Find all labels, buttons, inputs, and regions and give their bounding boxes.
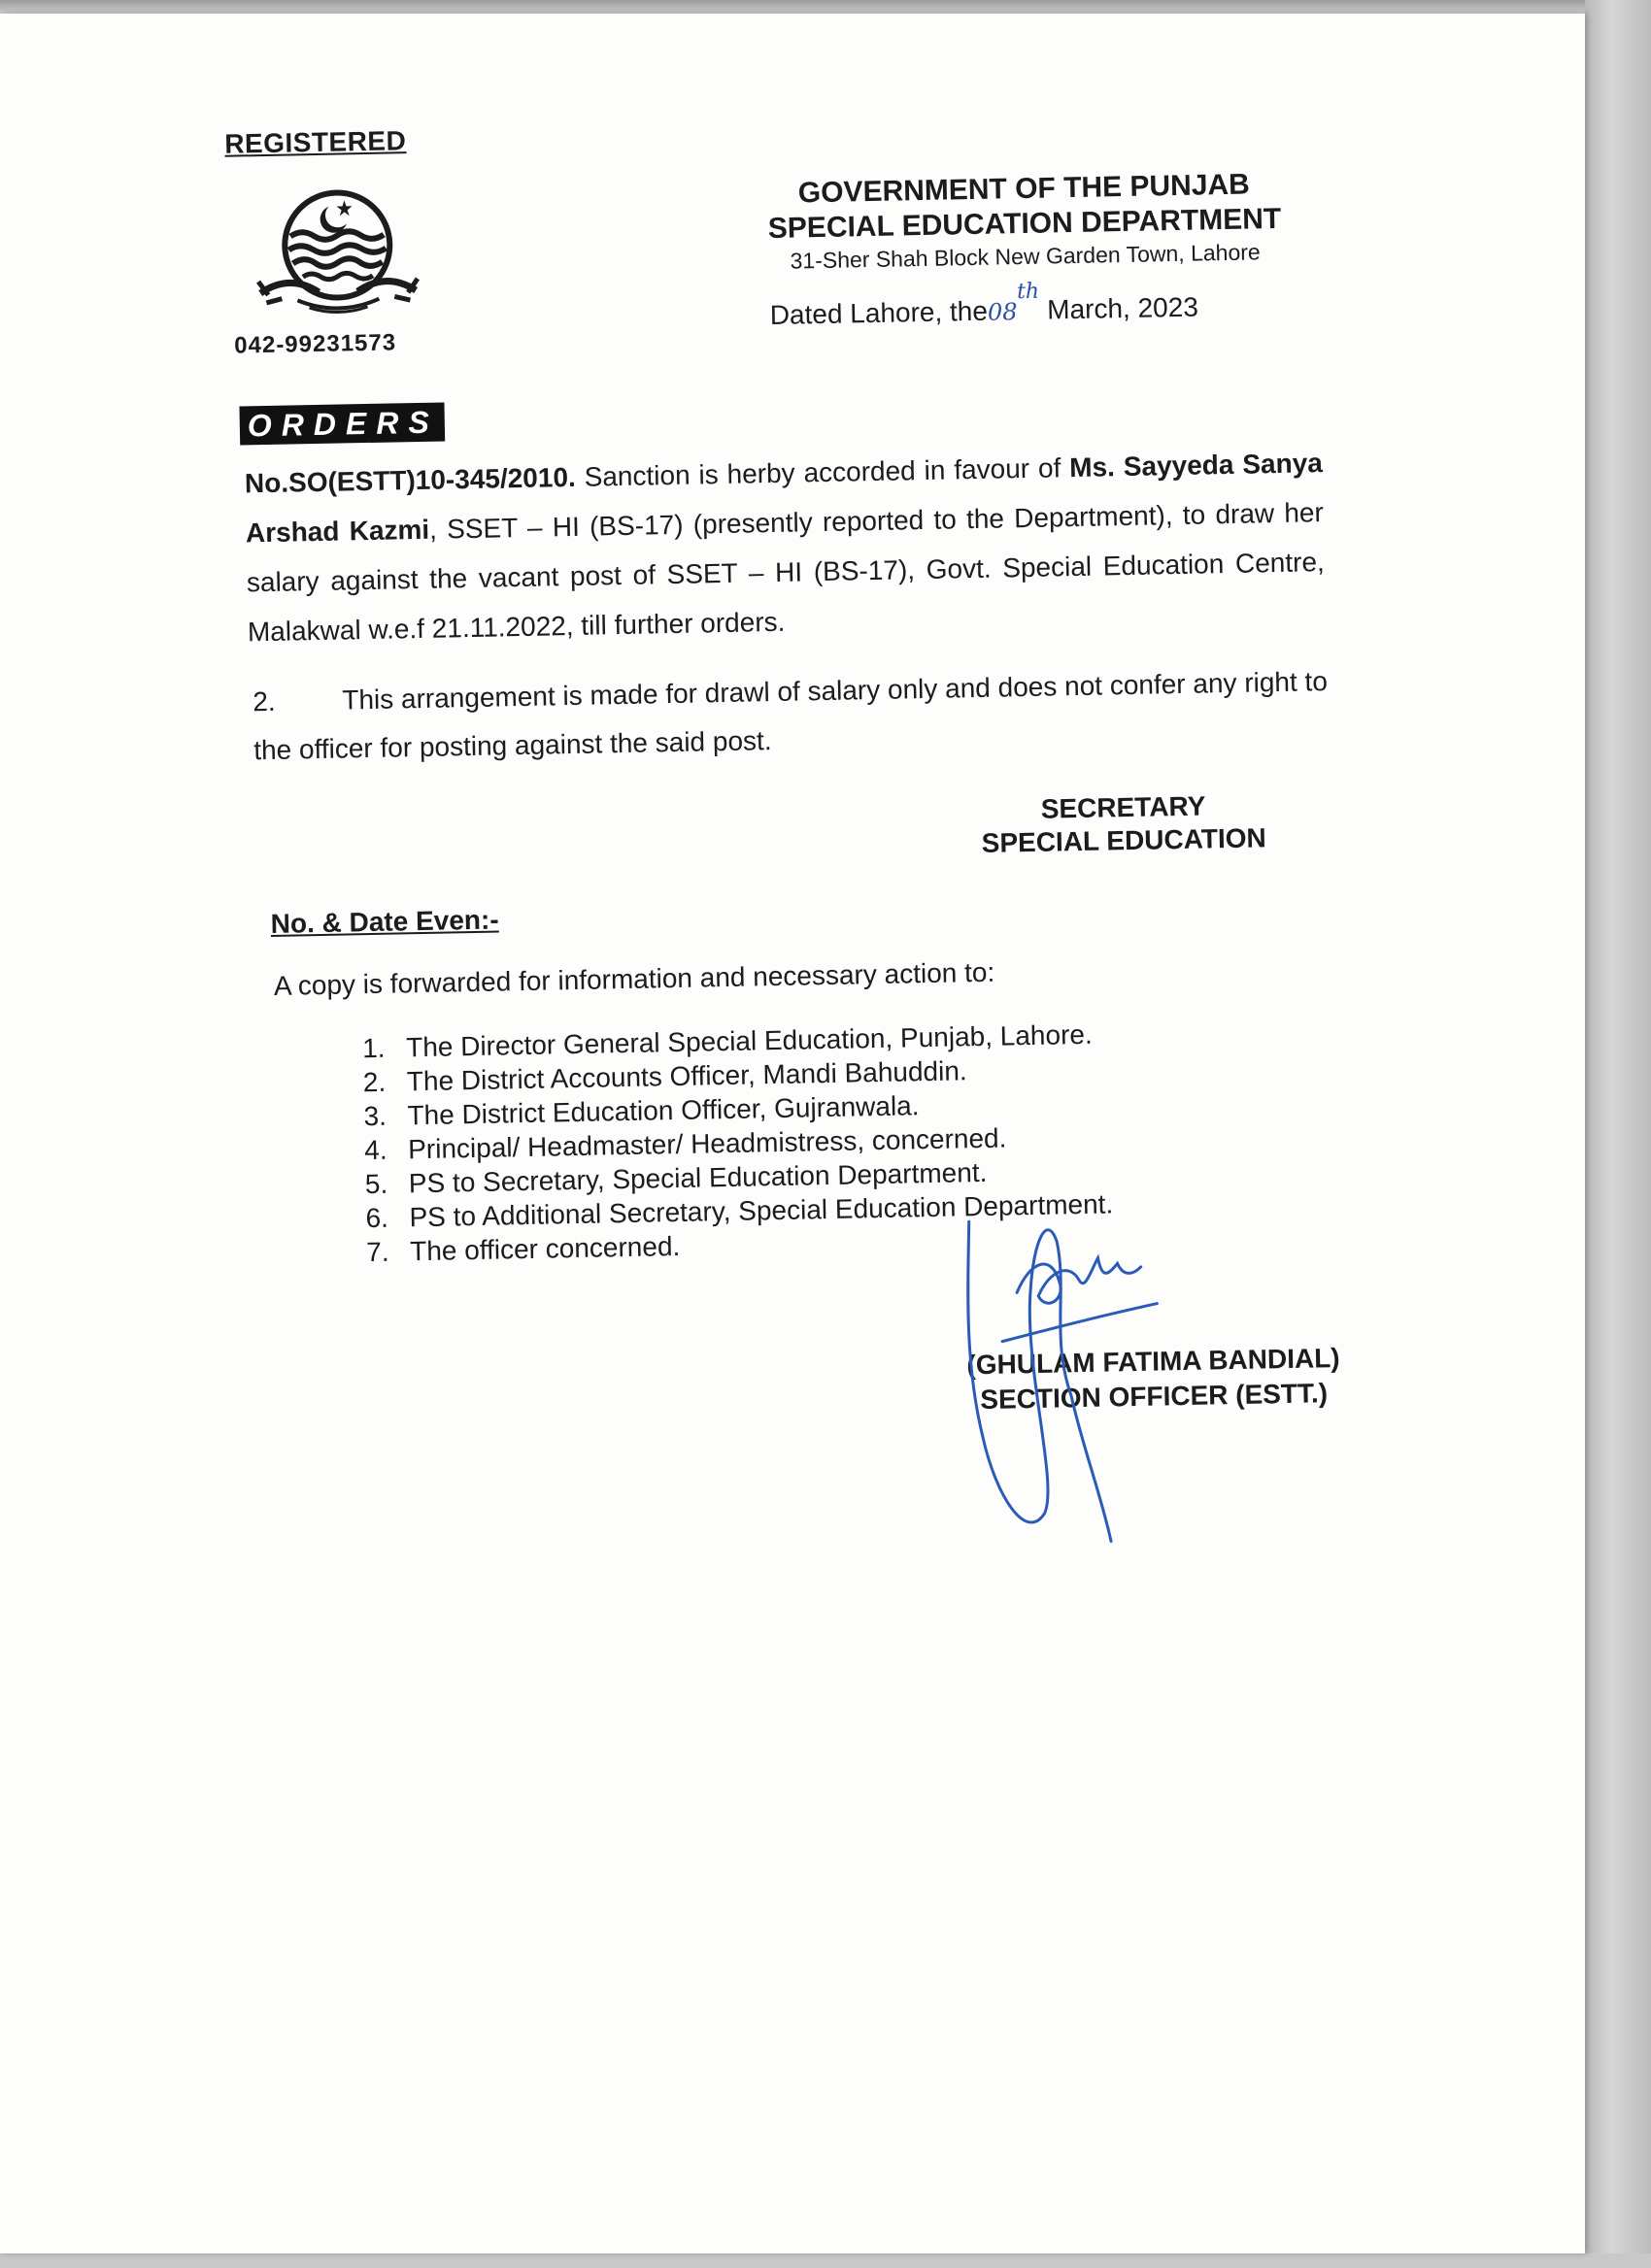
- list-item-number: 3.: [363, 1100, 387, 1132]
- list-item-text: The District Accounts Officer, Mandi Bahuddin.: [406, 1055, 967, 1097]
- list-item-text: The Director General Special Education, Punjab, Lahore.: [405, 1018, 1093, 1063]
- dated-month-year: March, 2023: [1039, 291, 1199, 325]
- list-item-number: 4.: [363, 1134, 387, 1166]
- dated-day-suffix-handwritten: th: [1016, 279, 1040, 305]
- dated-day-handwritten: 08: [987, 298, 1018, 326]
- phone-number: 042-99231573: [234, 329, 397, 359]
- secretary-title: SECRETARY: [1040, 790, 1206, 824]
- dated-line: [769, 279, 1199, 331]
- paragraph-number: 2.: [253, 685, 276, 717]
- officer-name: (GHULAM FATIMA BANDIAL): [966, 1342, 1340, 1381]
- secretary-signature-block: [958, 788, 1289, 861]
- list-item-number: 7.: [365, 1236, 389, 1268]
- government-title: GOVERNMENT OF THE PUNJAB: [797, 168, 1251, 210]
- department-title: SPECIAL EDUCATION DEPARTMENT: [767, 202, 1282, 246]
- officer-designation: SECTION OFFICER (ESTT.): [980, 1378, 1329, 1416]
- orders-heading: ORDERS: [239, 402, 445, 445]
- list-item-number: 5.: [364, 1168, 388, 1200]
- department-header: [723, 166, 1327, 277]
- no-date-even-heading: No. & Date Even:-: [270, 904, 499, 939]
- registered-label: REGISTERED: [223, 125, 407, 159]
- punjab-government-emblem-icon: [239, 183, 436, 333]
- paragraph-2-text: This arrangement is made for drawl of salary only and does not confer any right to the officer for posting against the said post.: [253, 666, 1329, 766]
- list-item-text: The District Education Officer, Gujranwala.: [407, 1090, 920, 1131]
- list-item-text: PS to Secretary, Special Education Department.: [408, 1156, 988, 1199]
- handwritten-signature: [931, 1199, 1230, 1564]
- list-item-number: 1.: [361, 1032, 386, 1064]
- list-item-text: PS to Additional Secretary, Special Education Department.: [409, 1188, 1114, 1233]
- list-item-text: The officer concerned.: [409, 1230, 681, 1267]
- list-item-text: Principal/ Headmaster/ Headmistress, concerned.: [407, 1122, 1007, 1165]
- order-reference: No.SO(ESTT)10-345/2010.: [244, 461, 577, 499]
- copy-forwarded-text: A copy is forwarded for information and necessary action to:: [273, 956, 995, 1001]
- list-item-number: 2.: [362, 1066, 387, 1098]
- department-address: 31-Sher Shah Block New Garden Town, Lahore: [790, 239, 1261, 274]
- secretary-department: SPECIAL EDUCATION: [981, 822, 1266, 858]
- beneficiary-name: Ms. Sayyeda Sanya Arshad Kazmi: [245, 448, 1324, 549]
- dated-prefix: Dated Lahore, the: [769, 295, 989, 331]
- list-item-number: 6.: [365, 1202, 389, 1234]
- order-text-2: , SSET – HI (BS-17) (presently reported to the Department), to draw her salary against the vacant post of SSET – HI (BS-17), Govt. Special Education Centre, Malakwal w.e.f 21.11.2022, till further orders.: [246, 497, 1326, 648]
- document-page: [0, 14, 1585, 2253]
- order-paragraph-2: [253, 657, 1334, 775]
- order-text-1: Sanction is herby accorded in favour of: [575, 452, 1070, 492]
- order-paragraph-1: [245, 438, 1327, 656]
